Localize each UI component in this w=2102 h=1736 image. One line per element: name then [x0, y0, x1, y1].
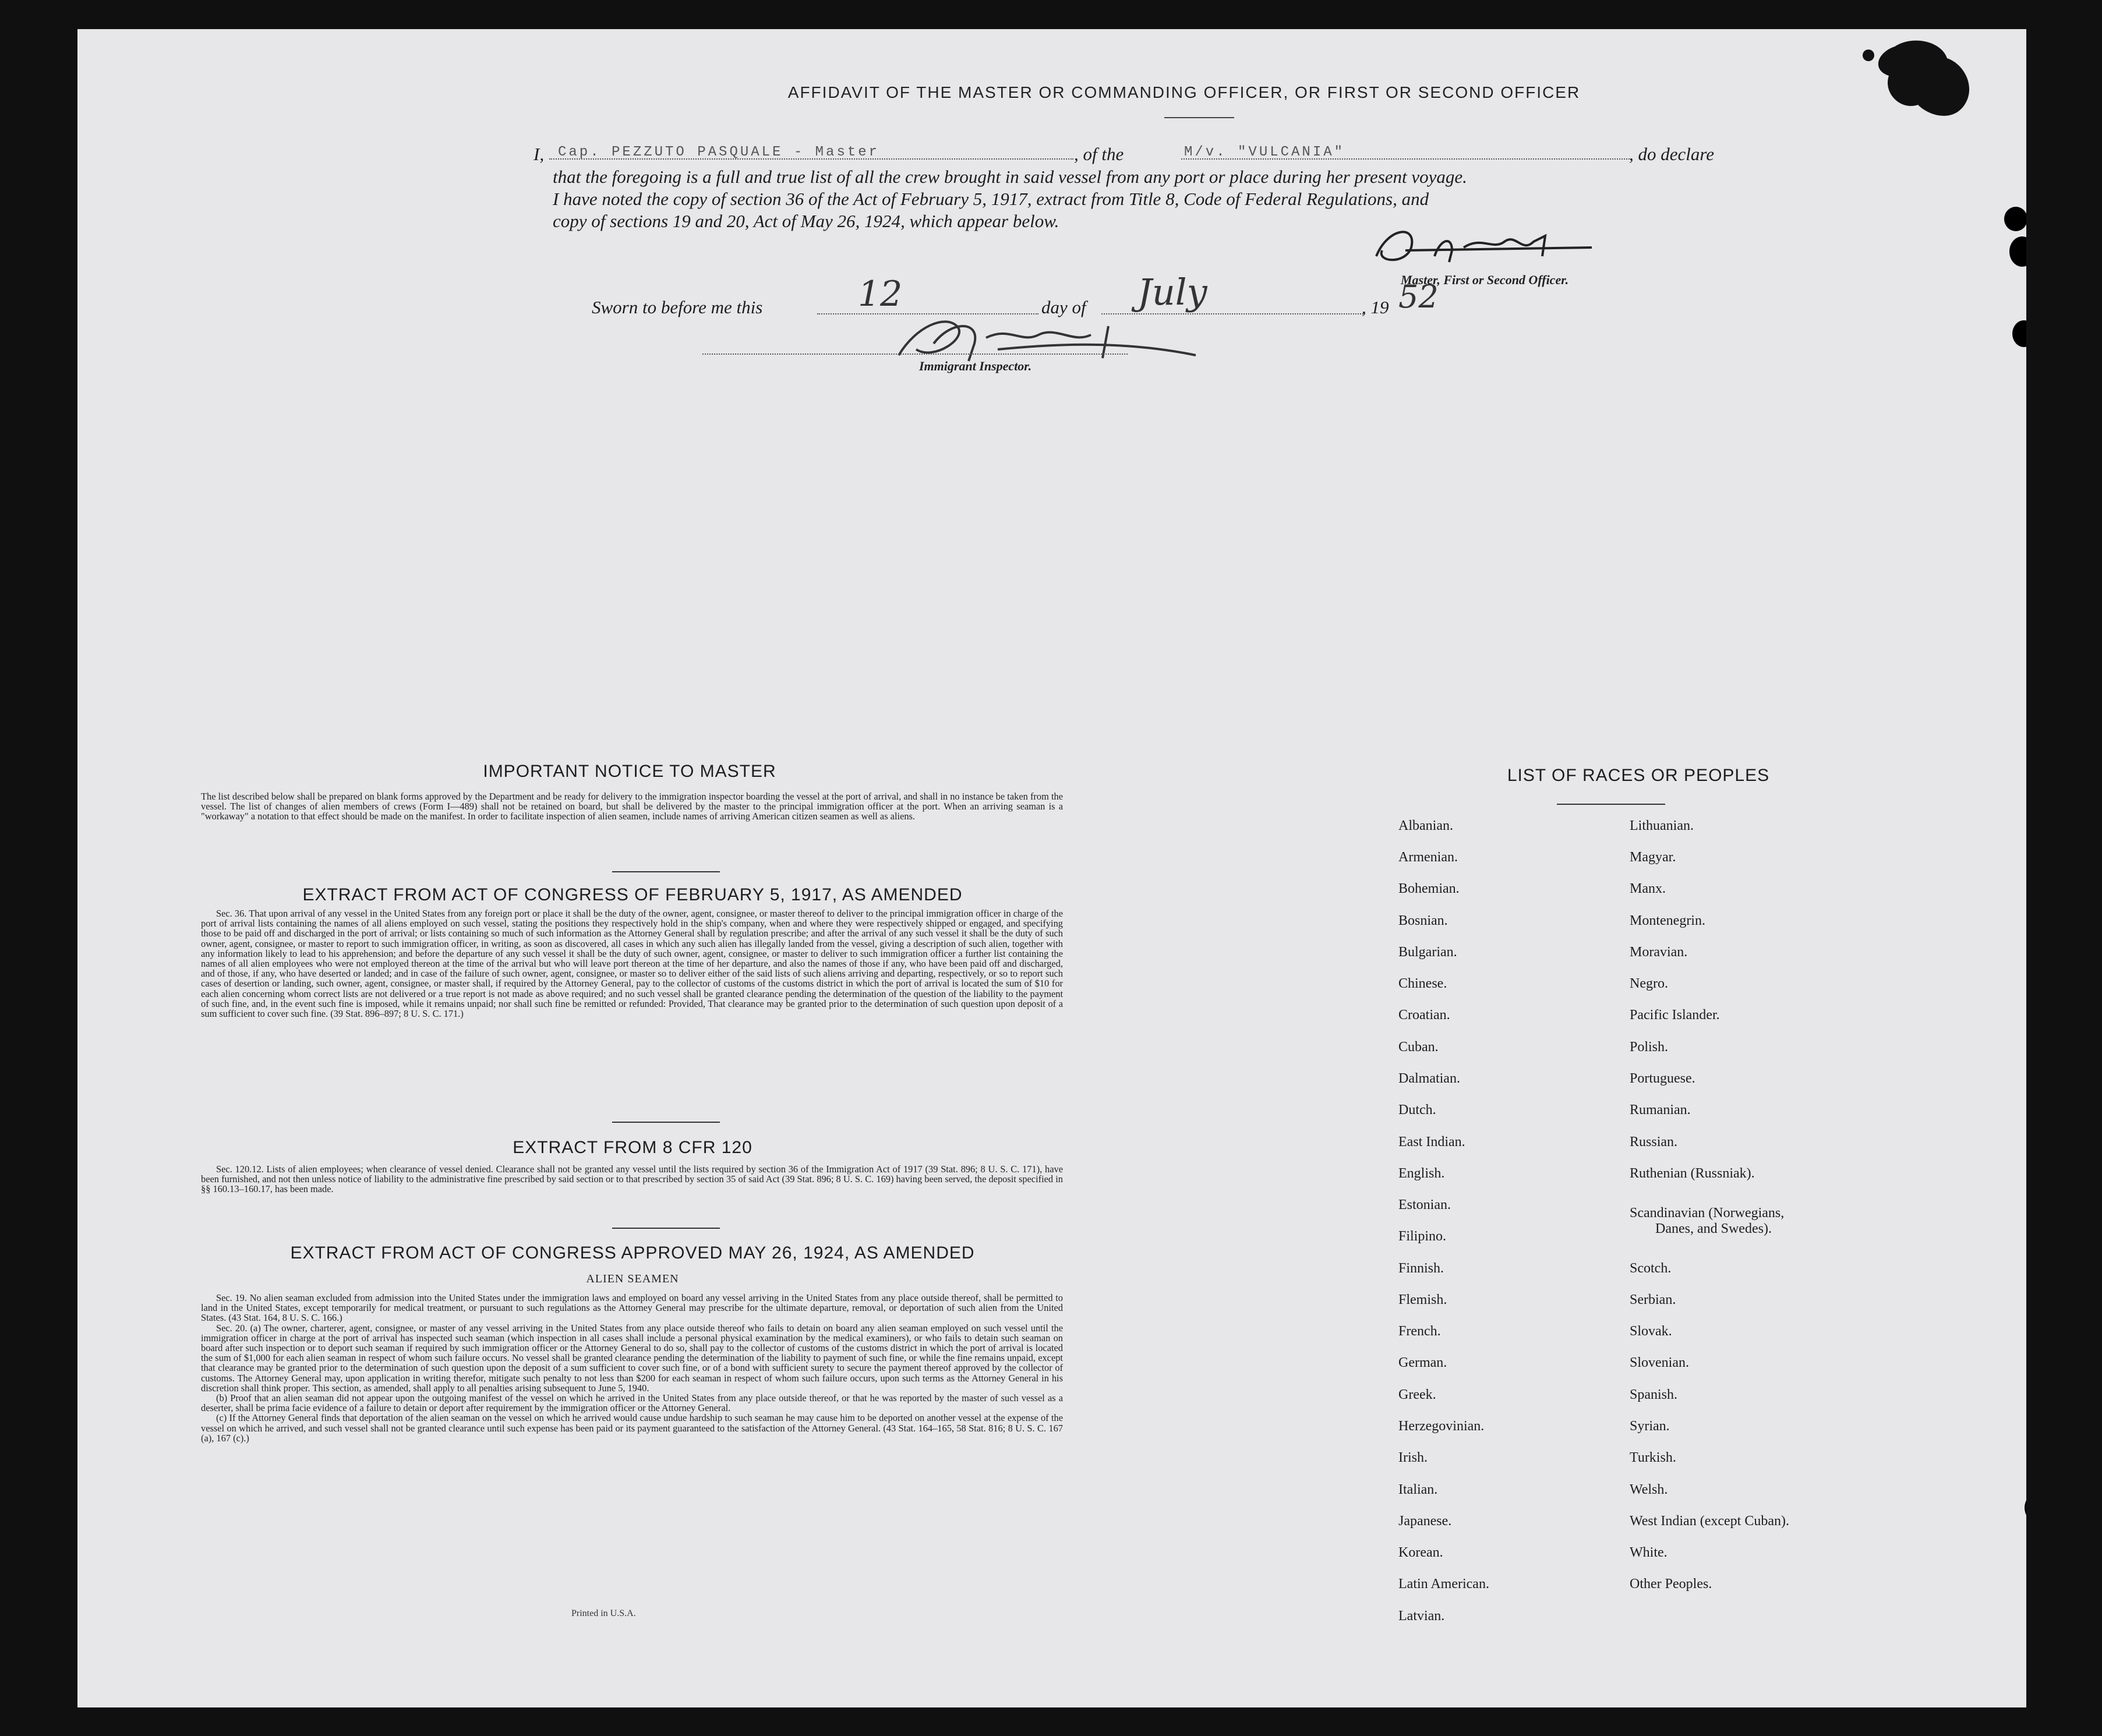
race-item: East Indian. [1398, 1134, 1465, 1150]
race-item: English. [1398, 1166, 1445, 1181]
ink-blot [1860, 29, 1999, 134]
affidavit-line4: copy of sections 19 and 20, Act of May 26, 1924, which appear below. [553, 211, 1059, 231]
race-item: Manx. [1630, 881, 1666, 896]
affidavit-title: AFFIDAVIT OF THE MASTER OR COMMANDING OFFICER, OR FIRST OR SECOND OFFICER [787, 83, 1581, 101]
race-item: Japanese. [1398, 1514, 1452, 1529]
race-item: Korean. [1398, 1545, 1443, 1560]
race-item: Danes, and Swedes). [1655, 1221, 1772, 1236]
day-of-text: day of [1041, 297, 1086, 317]
section-20a-text: Sec. 20. (a) The owner, charterer, agent, consignee, or master of any vessel arriving in the United States from any place outside thereof who fails to detain on board any alien seaman employed on such vessel until the immigration officer in charge at the port of arrival has inspected such seaman (which inspection in all cases shall include a personal physical examination by the medical examiners), or who fails to detain such seaman on board after such inspection or to deport such seaman if required by such immigration officer or the Attorney General to do so, shall pay to the collector of customs of the customs district in which the port of arrival is located the sum of $1,000 for each alien seaman in respect of whom such failure occurs. No vessel shall be granted clearance pending the determination of the liability to payment of such fine, or while the fine remains unpaid, except that clearance may be granted prior to the determination of such question upon the deposit of a sum sufficient to cover such fine, or of a bond with sufficient surety to secure the payment thereof approved by the collector of customs. The Attorney General may, upon application in writing therefor, mitigate such penalty to not less than $200 for each seaman in respect of whom such failure occurs, upon such terms as the Attorney General in his discretion shall think proper. This section, as amended, shall apply to all penalties arising subsequent to June 5, 1940. [201, 1322, 1063, 1394]
race-item: Slovenian. [1630, 1355, 1689, 1370]
race-item: Other Peoples. [1630, 1576, 1712, 1592]
race-item: Spanish. [1630, 1387, 1678, 1402]
race-item: Finnish. [1398, 1261, 1444, 1276]
document-page [77, 29, 2026, 1707]
sworn-day: 12 [858, 274, 903, 314]
section-20c-text: (c) If the Attorney General finds that deportation of the alien seaman on the vessel on which he arrived would cause undue hardship to such seaman he may cause him to be deported on another vessel at the expense of the vessel on which he arrived, and such vessel shall not be granted clearance until such expense has been paid or its payment guaranteed to the satisfaction of the Attorney General. (43 Stat. 164–165, 58 Stat. 816; 8 U. S. C. 167 (a), 167 (c).) [201, 1412, 1063, 1444]
divider [612, 1122, 720, 1123]
race-item: Bosnian. [1398, 913, 1448, 928]
affidavit-line1-of-the: , of the [1074, 144, 1124, 164]
race-item: Estonian. [1398, 1197, 1451, 1212]
race-item: Rumanian. [1630, 1102, 1691, 1118]
inspector-label: Immigrant Inspector. [919, 359, 1032, 373]
year-prefix: , 19 [1362, 297, 1389, 317]
punch-hole [2025, 1494, 2026, 1522]
race-item: Negro. [1630, 976, 1668, 991]
race-item: Latvian. [1398, 1608, 1445, 1624]
sworn-year: 52 [1398, 278, 1439, 315]
race-item: Flemish. [1398, 1292, 1447, 1307]
extract-1924-subtitle: ALIEN SEAMEN [586, 1272, 679, 1285]
divider [612, 871, 720, 872]
race-item: Moravian. [1630, 945, 1688, 960]
race-item: Welsh. [1630, 1482, 1668, 1497]
race-item: Croatian. [1398, 1007, 1450, 1023]
notice-title: IMPORTANT NOTICE TO MASTER [483, 762, 776, 781]
race-item: Russian. [1630, 1134, 1678, 1150]
printed-in-usa: Printed in U.S.A. [571, 1608, 636, 1618]
affidavit-line1-declare: , do declare [1629, 144, 1715, 164]
punch-hole [2004, 207, 2026, 231]
race-item: Portuguese. [1630, 1071, 1695, 1086]
divider [1557, 804, 1665, 805]
race-item: French. [1398, 1324, 1441, 1339]
race-item: West Indian (except Cuban). [1630, 1514, 1789, 1529]
section-20b-text: (b) Proof that an alien seaman did not appear upon the outgoing manifest of the vessel on which he arrived in the United States from any place outside thereof, or that he was reported by the master of such vessel as a deserter, shall be prima facie evidence of a failure to detain or deport after requirement by the immigration officer or the Attorney General. [201, 1392, 1063, 1414]
race-item: Montenegrin. [1630, 913, 1705, 928]
races-title: LIST OF RACES OR PEOPLES [1507, 766, 1770, 785]
race-item: Scandinavian (Norwegians, [1630, 1205, 1785, 1221]
extract-1924-body [201, 1293, 1063, 1443]
master-name: Cap. PEZZUTO PASQUALE - Master [558, 144, 880, 160]
extract-cfr-title: EXTRACT FROM 8 CFR 120 [513, 1138, 753, 1157]
race-item: Filipino. [1398, 1229, 1447, 1244]
race-item: German. [1398, 1355, 1447, 1370]
divider [612, 1228, 720, 1229]
race-item: Ruthenian (Russniak). [1630, 1166, 1755, 1181]
race-item: Polish. [1630, 1040, 1669, 1055]
race-item: Magyar. [1630, 850, 1676, 865]
affidavit-line3: I have noted the copy of section 36 of the Act of February 5, 1917, extract from Title 8, Code of Federal Regulations, and [553, 189, 1429, 209]
race-item: White. [1630, 1545, 1668, 1560]
master-label: Master, First or Second Officer. [1401, 273, 1569, 287]
race-item: Herzegovinian. [1398, 1419, 1485, 1434]
extract-1917-text: Sec. 36. That upon arrival of any vessel in the United States from any foreign port or place it shall be the duty of the owner, agent, consignee, or master thereof to deliver to the principal immigration officer in charge of the port of arrival lists containing the names of all aliens employed on such vessel, stating the positions they respectively hold in the ship's company, when and where they were respectively shipped or engaged, and specifying those to be paid off and discharged in the port of arrival; or lists containing so much of such information as the Attorney General shall by regulation prescribe; and after the arrival of any such vessel it shall be the duty of such owner, agent, consignee, or master to report to such immigration officer, in writing, as soon as discovered, all cases in which any such alien has illegally landed from the vessel, giving a description of such alien, together with any information likely to lead to his apprehension; and before the departure of any such vessel it shall be the duty of such owner, agent, consignee, or master to deliver to such immigration officer a further list containing the names of all alien employees who were not employed thereon at the time of the arrival but who will leave port thereon at the time of her departure, and also the names of those if any, who have been paid off and discharged, and of those, if any, who have deserted or landed; and in case of the failure of such owner, agent, consignee, or master so to deliver either of the said lists of such aliens arriving and departing, respectively, or so to report such cases of desertion or landing, such owner, agent, consignee, or master shall, if required by the Attorney General, pay to the collector of customs of the customs district in which the port of arrival is located the sum of $10 for each alien concerning whom correct lists are not delivered or a true report is not made as above required; and no such vessel shall be granted clearance pending the determination of the question of the liability to the payment of such fine, and, in the event such fine is imposed, while it remains unpaid; nor shall such fine be remitted or refunded: Provided, That clearance may be granted prior to the determination of such question upon deposit of a sum sufficient to cover such fine. (39 Stat. 896–897; 8 U. S. C. 171.) [201, 908, 1063, 1020]
sworn-month: July [1137, 271, 1207, 313]
race-item: Lithuanian. [1630, 818, 1694, 833]
race-item: Pacific Islander. [1630, 1007, 1720, 1023]
affidavit-line2: that the foregoing is a full and true list of all the crew brought in said vessel from any port or place during her present voyage. [553, 167, 1467, 187]
race-item: Syrian. [1630, 1419, 1670, 1434]
inspector-field [702, 353, 1128, 355]
vessel-name: M/v. "VULCANIA" [1184, 144, 1345, 160]
race-item: Bohemian. [1398, 881, 1460, 896]
race-item: Greek. [1398, 1387, 1436, 1402]
extract-1924-title: EXTRACT FROM ACT OF CONGRESS APPROVED MAY 26, 1924, AS AMENDED [290, 1243, 975, 1263]
race-item: Cuban. [1398, 1040, 1439, 1055]
race-item: Albanian. [1398, 818, 1453, 833]
extract-cfr-text: Sec. 120.12. Lists of alien employees; when clearance of vessel denied. Clearance shall not be granted any vessel until the lists required by section 36 of the Immigration Act of 1917 (39 Stat. 896; 8 U. S. C. 171), have been furnished, and not then unless notice of liability to the administrative fine prescribed by said section or to that prescribed by section 35 of said Act (39 Stat. 896; 8 U. S. C. 169) having been served, the deposit specified in §§ 160.13–160.17, has been made. [201, 1164, 1063, 1195]
extract-1917-title: EXTRACT FROM ACT OF CONGRESS OF FEBRUARY 5, 1917, AS AMENDED [302, 885, 963, 904]
race-item: Dalmatian. [1398, 1071, 1460, 1086]
race-item: Bulgarian. [1398, 945, 1457, 960]
race-item: Slovak. [1630, 1324, 1672, 1339]
race-item: Irish. [1398, 1450, 1428, 1465]
race-item: Armenian. [1398, 850, 1458, 865]
race-item: Turkish. [1630, 1450, 1676, 1465]
punch-hole [2009, 236, 2026, 267]
race-item: Italian. [1398, 1482, 1438, 1497]
title-divider [1164, 117, 1234, 118]
section-19-text: Sec. 19. No alien seaman excluded from admission into the United States under the immigration laws and employed on board any vessel arriving in the United States from any place outside thereof, shall be permitted to land in the United States, except temporarily for medical treatment, or pursuant to such regulations as the Attorney General may prescribe for the ultimate departure, removal, or deportation of such alien from the United States. (43 Stat. 164, 8 U. S. C. 166.) [201, 1292, 1063, 1324]
master-signature [1365, 215, 1603, 280]
race-item: Scotch. [1630, 1261, 1672, 1276]
sworn-text: Sworn to before me this [592, 297, 763, 317]
race-item: Dutch. [1398, 1102, 1436, 1118]
punch-hole [2012, 320, 2026, 347]
race-item: Latin American. [1398, 1576, 1489, 1592]
race-item: Serbian. [1630, 1292, 1676, 1307]
race-item: Chinese. [1398, 976, 1447, 991]
affidavit-line1-i: I, [534, 144, 545, 164]
notice-text: The list described below shall be prepared on blank forms approved by the Department and be ready for delivery to the immigration inspector boarding the vessel at the port of arrival, and shall in no instance be taken from the vessel. The list of changes of alien members of crews (Form I—489) shall not be retained on board, but shall be delivered by the master to the principal immigration officer at the port. When an arriving seaman is a "workaway" a notation to that effect should be made on the manifest. In order to facilitate inspection of alien seamen, include names of arriving American citizen seamen as well as aliens. [201, 791, 1063, 822]
